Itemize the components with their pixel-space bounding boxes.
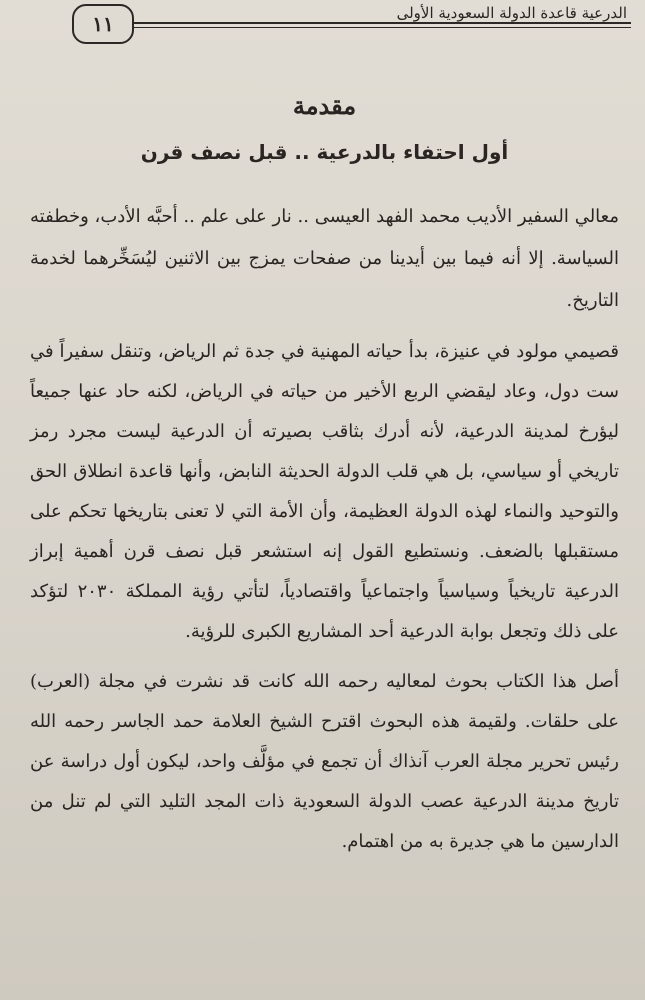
running-header-title: الدرعية قاعدة الدولة السعودية الأولى	[396, 4, 627, 22]
page-content	[30, 70, 619, 872]
header-rule	[106, 22, 631, 28]
paragraph-2: قصيمي مولود في عنيزة، بدأ حياته المهنية في جدة ثم الرياض، وتنقل سفيراً في ست دول، وعاد ليقضي الربع الأخير من حياته في الرياض، لكنه حاد عنها جميعاً ليؤرخ لمدينة الدرعية، لأنه أدرك بثاقب بصيرته أن الدرعية ليست مجرد رمز تاريخي أو سياسي، بل هي قلب الدولة الحديثة النابض، وأنها قاعدة انطلاق الحق والتوحيد والنماء لهذه الدولة العظيمة، وأن الأمة التي لا تعنى بتاريخها تحكم على مستقبلها بالضعف. ونستطيع القول إنه استشعر قبل نصف قرن أهمية إبراز الدرعية تاريخياً وسياسياً واجتماعياً واقتصادياً، لتأتي رؤية المملكة ٢٠٣٠ لتؤكد على ذلك وتجعل بوابة الدرعية أحد المشاريع الكبرى للرؤية.	[30, 341, 619, 642]
chapter-title: مقدمة	[292, 91, 357, 120]
paragraph-1: معالي السفير الأديب محمد الفهد العيسى .. نار على علم .. أحبَّه الأدب، وخطفته السياسة. إلا أنه فيما بين أيدينا من صفحات يمزج بين الاثنين ليُسَخِّرهما لخدمة التاريخ.	[30, 206, 619, 311]
running-header	[36, 4, 631, 50]
page-number: ١١	[72, 4, 134, 44]
chapter-subtitle: أول احتفاء بالدرعية .. قبل نصف قرن	[140, 140, 509, 164]
paragraph-3: أصل هذا الكتاب بحوث لمعاليه رحمه الله كانت قد نشرت في مجلة (العرب) على حلقات. ولقيمة هذه البحوث اقترح الشيخ العلامة حمد الجاسر رحمه الله رئيس تحرير مجلة العرب آنذاك أن تجمع في مؤلَّف واحد، ليكون أول دراسة عن تاريخ مدينة الدرعية عصب الدولة السعودية ذات المجد التليد التي لم تنل من الدارسين ما هي جديرة به من اهتمام.	[30, 671, 619, 852]
